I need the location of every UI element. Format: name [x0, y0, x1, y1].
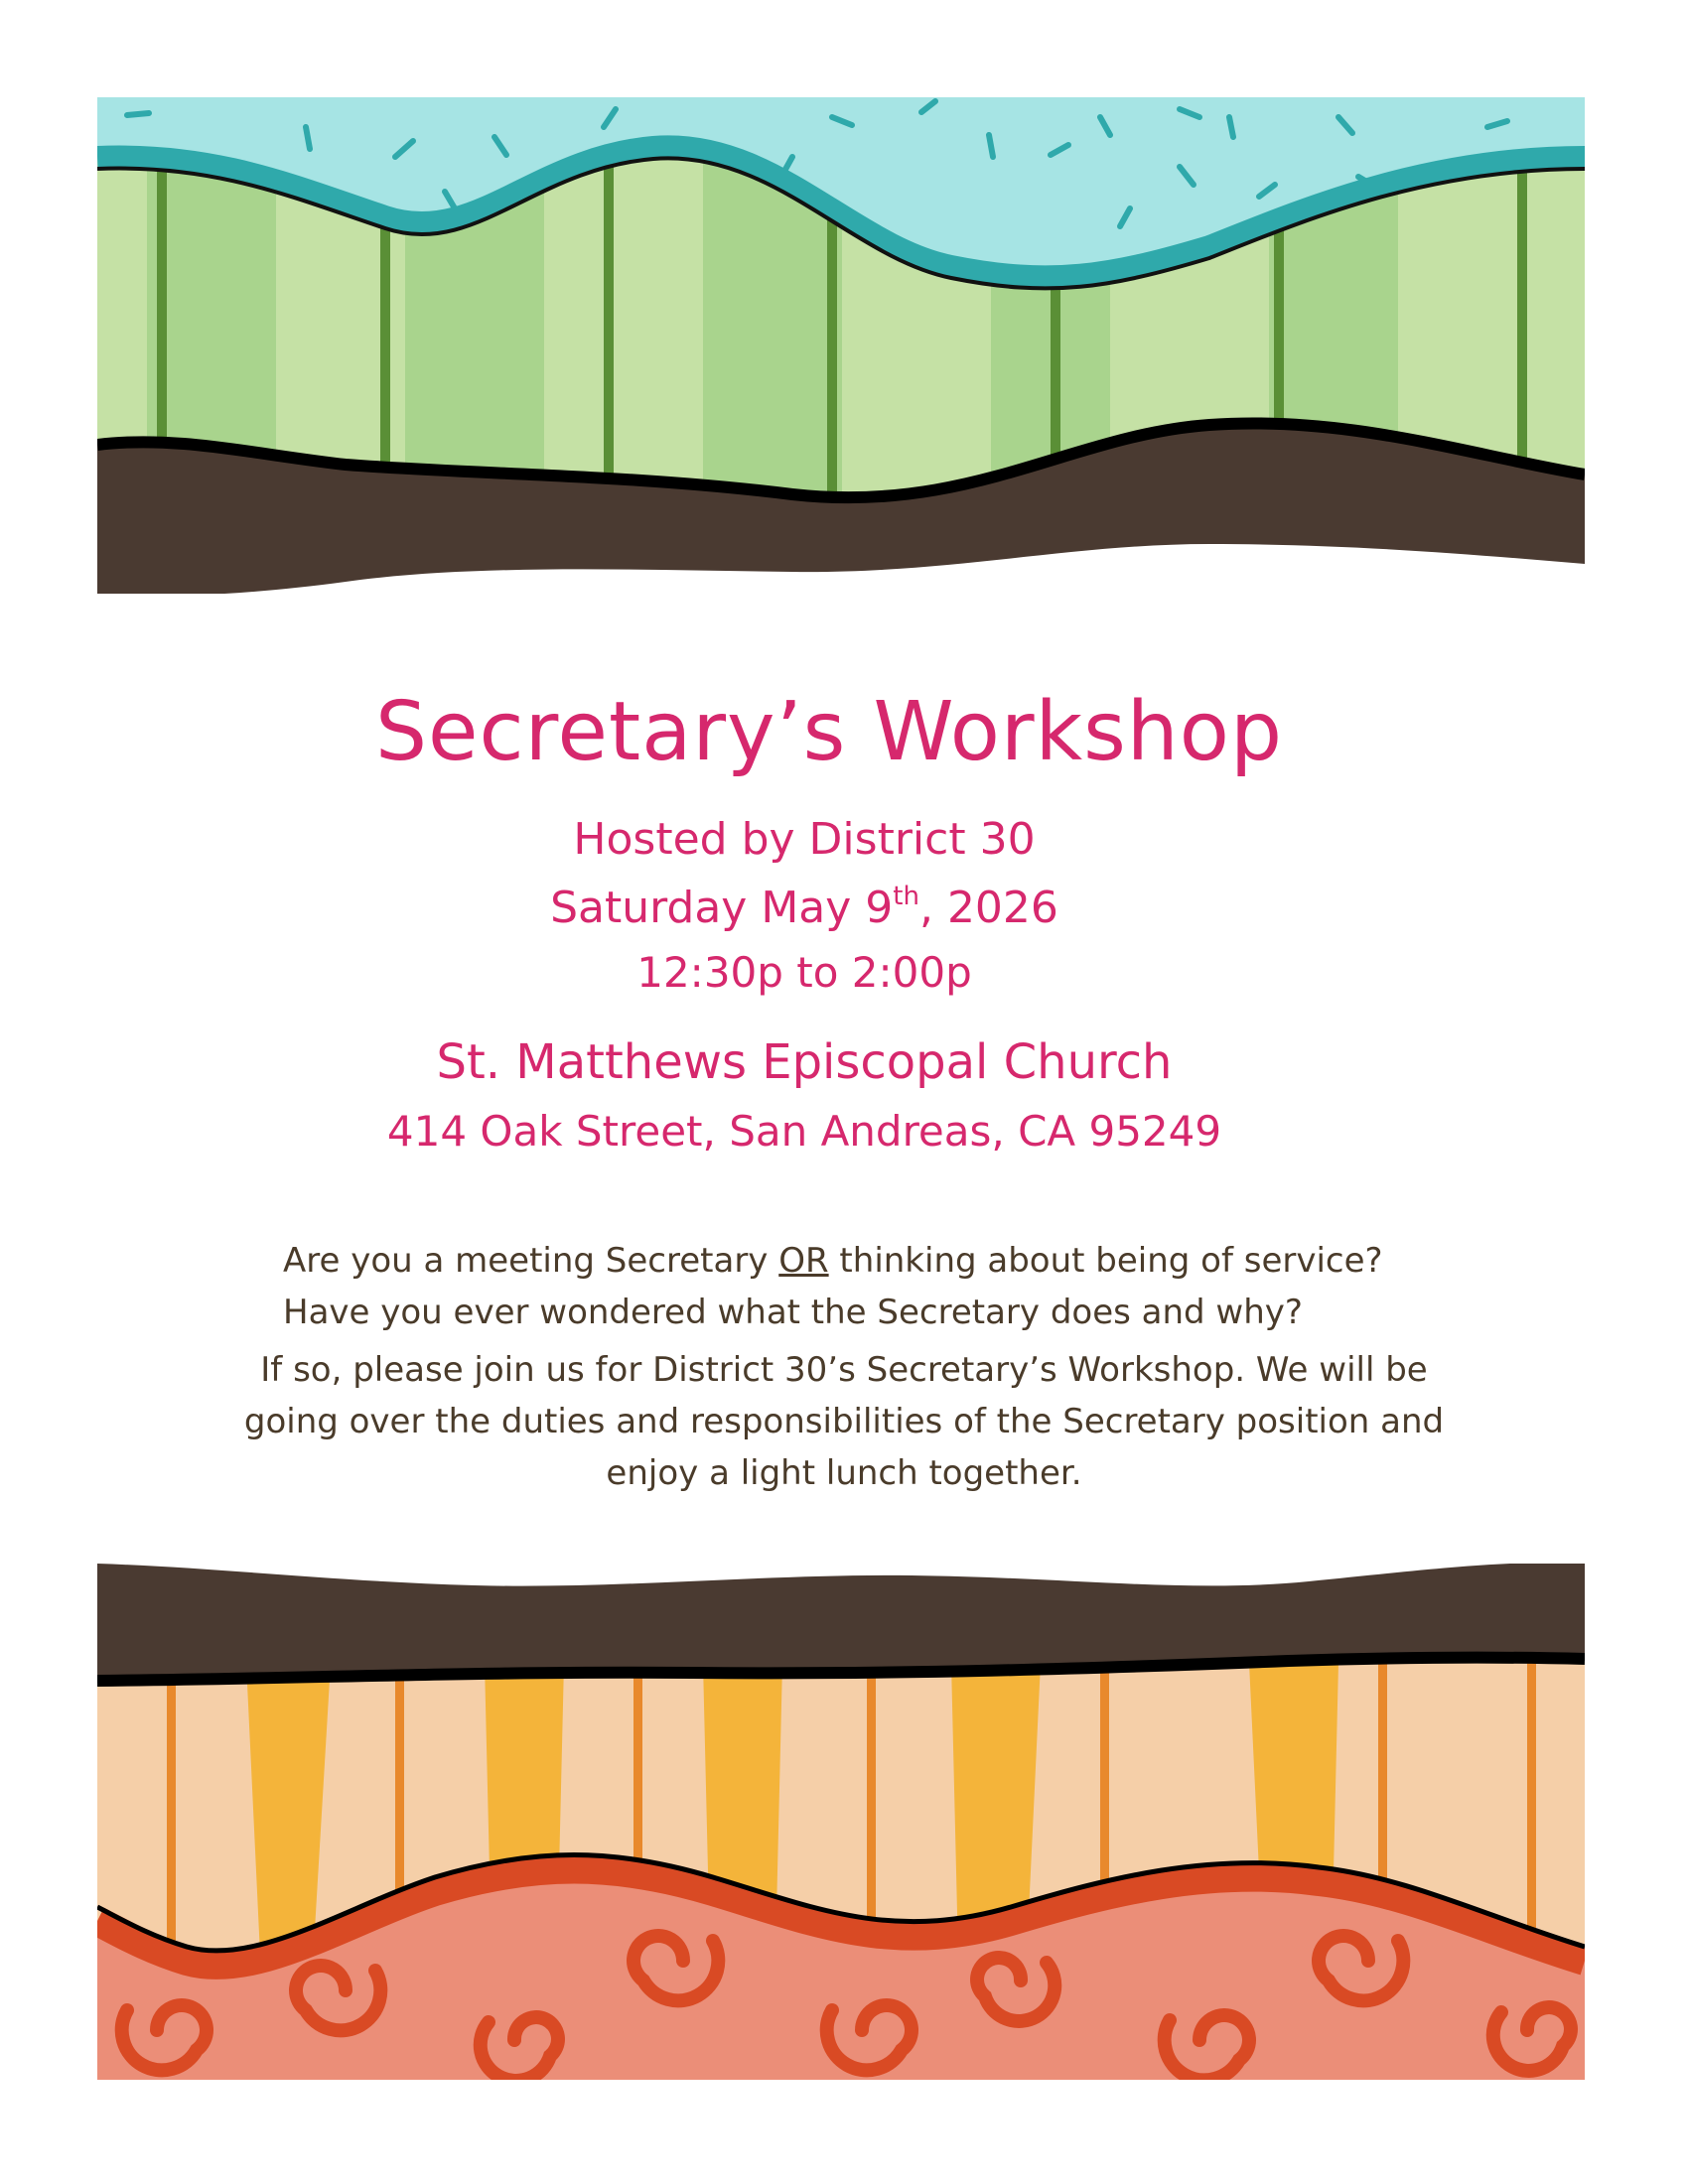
body-paragraph: [99, 1344, 1589, 1499]
event-date-main: Saturday May 9: [550, 883, 894, 933]
body-line-1-end: thinking about being of service?: [828, 1241, 1383, 1281]
event-venue: St. Matthews Episcopal Church: [436, 1034, 1173, 1090]
event-date-year: , 2026: [918, 883, 1058, 933]
body-line-1-start: Are you a meeting Secretary: [283, 1241, 779, 1281]
event-address: 414 Oak Street, San Andreas, CA 95249: [386, 1107, 1222, 1156]
body-line-5: enjoy a light lunch together.: [606, 1453, 1082, 1493]
body-line-4: going over the duties and responsibilities of the Secretary position and: [243, 1402, 1445, 1441]
body-line-2: Have you ever wondered what the Secretary does and why?: [283, 1293, 1303, 1332]
body-line-1-or: OR: [778, 1241, 829, 1281]
top-decorative-banner: [97, 97, 1585, 594]
body-line-3: If so, please join us for District 30’s Secretary’s Workshop. We will be: [260, 1350, 1428, 1390]
flyer-title: Secretary’s Workshop: [375, 685, 1283, 779]
event-date-ordinal: th: [893, 882, 919, 911]
hosted-by: Hosted by District 30: [573, 814, 1036, 865]
event-date: [0, 882, 1648, 933]
bottom-decorative-banner: [97, 1564, 1585, 2080]
body-line-1: [283, 1241, 1383, 1281]
event-time: 12:30p to 2:00p: [636, 948, 972, 997]
